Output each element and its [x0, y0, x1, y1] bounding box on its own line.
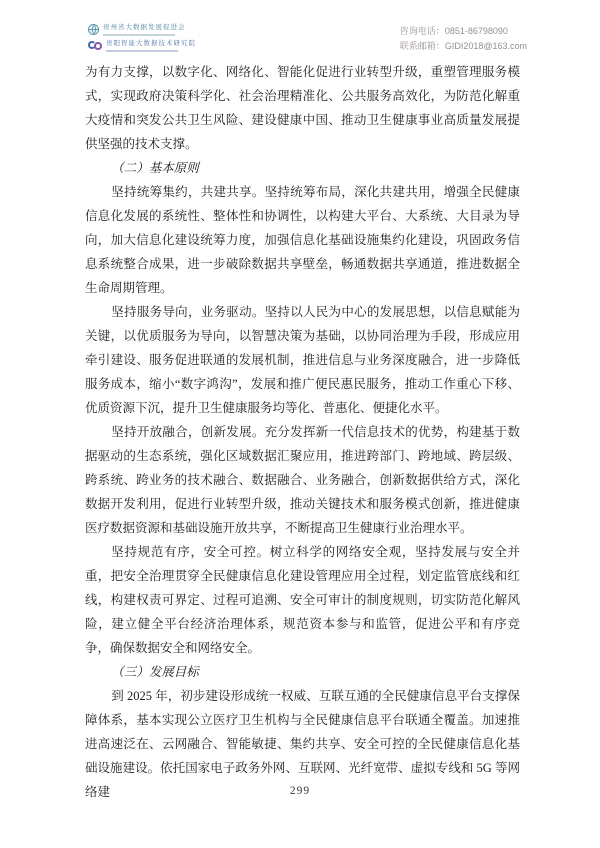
- contact-email-value: GIDI2018@163.com: [444, 41, 527, 51]
- page-number: 299: [289, 785, 311, 797]
- page-header: [88, 24, 527, 54]
- go-logo-icon: [88, 40, 102, 52]
- institute-name: 贵阳智能大数据技术研究院: [106, 40, 196, 47]
- paragraph-2025-goals: 到 2025 年，初步建设形成统一权威、互联互通的全民健康信息平台支撑保障体系，基本实现公立医疗卫生机构与全民健康信息平台联通全覆盖。加速推进高速泛在、云网融合、智能敏捷、集约共享、安全可控的全民健康信息化基础设施建设。依托国家电子政务外网、互联网、光纤宽带、虚拟专线和 5G 等网络建: [85, 689, 520, 799]
- contact-email-label: 联系邮箱：: [399, 41, 445, 51]
- contact-phone-value: 0851-86798090: [444, 26, 508, 36]
- logo-block: [88, 24, 196, 52]
- contact-phone-line: [400, 24, 527, 39]
- association-name: 贵州省大数据发展促进会: [103, 24, 186, 31]
- paragraph-open-integration: 坚持开放融合，创新发展。充分发挥新一代信息技术的优势，构建基于数据驱动的生态系统，强化区域数据汇聚应用，推进跨部门、跨地域、跨层级、跨系统、跨业务的技术融合、数据融合、业务融合，创新数据供给方式，深化数据开发利用，促进行业转型升级，推动关键技术和服务模式创新，推进健康医疗数据资源和基础设施开放共享，不断提高卫生健康行业治理水平。: [85, 425, 520, 535]
- paragraph-continued: 为有力支撑，以数字化、网络化、智能化促进行业转型升级，重塑管理服务模式，实现政府决策科学化、社会治理精准化、公共服务高效化，为防范化解重大疫情和突发公共卫生风险、建设健康中国、推动卫生健康事业高质量发展提供坚强的技术支撑。: [85, 65, 520, 151]
- logo-association: [88, 24, 196, 36]
- logo-institute: [88, 40, 196, 52]
- institute-text-group: [106, 40, 196, 52]
- page-footer: [0, 781, 600, 799]
- institute-subtitle-line: [106, 50, 178, 52]
- globe-logo-icon: [88, 24, 99, 35]
- contact-phone-label: 咨询电话：: [399, 26, 445, 36]
- association-text-group: [103, 24, 186, 36]
- document-body: [85, 60, 520, 804]
- section-heading-basic-principles: （二）基本原则: [111, 161, 199, 175]
- association-subtitle-line: [103, 34, 175, 36]
- paragraph-security: 坚持规范有序，安全可控。树立科学的网络安全观，坚持发展与安全并重，把安全治理贯穿全民健康信息化建设管理应用全过程，划定监管底线和红线，构建权责可界定、过程可追溯、安全可审计的制度规则，切实防范化解风险，建立健全平台经济治理体系，规范资本参与和监管，促进公平和有序竞争，确保数据安全和网络安全。: [85, 545, 520, 655]
- paragraph-coordination: 坚持统筹集约，共建共享。坚持统筹布局，深化共建共用，增强全民健康信息化发展的系统性、整体性和协调性，以构建大平台、大系统、大目录为导向，加大信息化建设统筹力度，加强信息化基础设施集约化建设，巩固政务信息系统整合成果，进一步破除数据共享壁垒，畅通数据共享通道，推进数据全生命周期管理。: [85, 185, 520, 295]
- contact-info: [400, 24, 527, 54]
- contact-email-line: [400, 39, 527, 54]
- paragraph-service-oriented: 坚持服务导向，业务驱动。坚持以人民为中心的发展思想，以信息赋能为关键，以优质服务为导向，以智慧决策为基础，以协同治理为手段，形成应用牵引建设、服务促进联通的发展机制，推进信息与业务深度融合，进一步降低服务成本，缩小“数字鸿沟”，发展和推广便民惠民服务，推动工作重心下移、优质资源下沉，提升卫生健康服务均等化、普惠化、便捷化水平。: [85, 305, 520, 415]
- section-heading-development-goals: （三）发展目标: [111, 665, 199, 679]
